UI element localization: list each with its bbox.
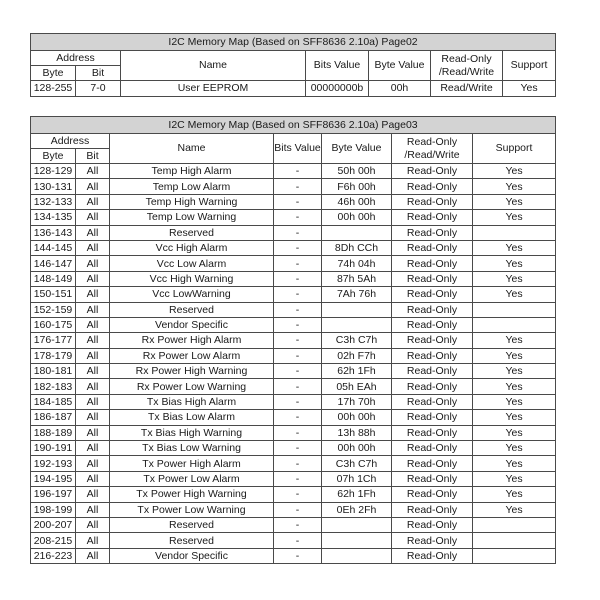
table-cell [322,533,392,548]
table-cell: All [76,548,110,563]
table-cell: All [76,287,110,302]
table-cell: Temp High Warning [110,194,274,209]
table-cell: Read-Only [392,517,473,532]
table-cell: 160-175 [31,317,76,332]
table-cell: Yes [473,364,556,379]
table-cell: Tx Power High Alarm [110,456,274,471]
table-cell: Temp High Alarm [110,164,274,179]
header-read-write-line1: Read-Only [406,136,458,149]
table-cell: 198-199 [31,502,76,517]
table-cell: Yes [473,348,556,363]
table-row [31,394,556,409]
table-cell: 182-183 [31,379,76,394]
table-cell: Tx Power Low Warning [110,502,274,517]
table-cell: Temp Low Warning [110,210,274,225]
table-cell: 136-143 [31,225,76,240]
table-cell: - [274,317,322,332]
table-cell [473,548,556,563]
table-cell: Read-Only [392,210,473,225]
table-cell: 05h EAh [322,379,392,394]
table-cell: 194-195 [31,471,76,486]
table-cell: Tx Bias Low Alarm [110,410,274,425]
table-cell: All [76,533,110,548]
table-row [31,164,556,179]
table-cell: - [274,533,322,548]
table-body [31,164,556,564]
table-cell: 00h [369,81,431,97]
table-cell: Yes [473,179,556,194]
table-row [31,333,556,348]
table-cell: Vcc High Alarm [110,240,274,255]
table-cell: 00h 00h [322,410,392,425]
table-row [31,364,556,379]
table-cell: - [274,410,322,425]
table-cell: 192-193 [31,456,76,471]
table-cell: C3h C7h [322,456,392,471]
table-cell: 7-0 [76,81,121,97]
table-cell: All [76,441,110,456]
table-cell: Yes [473,333,556,348]
header-byte: Byte [31,66,76,81]
table-cell: Vcc LowWarning [110,287,274,302]
table-cell: Read-Only [392,271,473,286]
table-cell: Read-Only [392,333,473,348]
table-cell: Read/Write [431,81,503,97]
table-cell: Read-Only [392,348,473,363]
table-cell: 186-187 [31,410,76,425]
table-cell: - [274,302,322,317]
table-cell: 128-129 [31,164,76,179]
table-row [31,517,556,532]
table-cell: Read-Only [392,164,473,179]
table-cell: All [76,379,110,394]
table-cell: - [274,425,322,440]
table-cell: Read-Only [392,410,473,425]
table-cell: 00h 00h [322,441,392,456]
table-cell: All [76,271,110,286]
table-cell: 128-255 [31,81,76,97]
table-cell [322,302,392,317]
table-row [31,317,556,332]
table-cell: All [76,364,110,379]
table-cell: Yes [473,271,556,286]
table-cell [322,225,392,240]
table-cell: Rx Power High Alarm [110,333,274,348]
table-cell [473,302,556,317]
table-row [31,348,556,363]
table-cell: All [76,425,110,440]
table-cell: - [274,394,322,409]
header-byte-value: Byte Value [322,134,392,164]
table-cell: Read-Only [392,471,473,486]
table-cell [473,317,556,332]
table-cell: Reserved [110,302,274,317]
table-cell: - [274,471,322,486]
table-cell: Read-Only [392,425,473,440]
table-cell: - [274,364,322,379]
table-cell: Read-Only [392,364,473,379]
table-cell: Yes [473,502,556,517]
table-cell [473,225,556,240]
table-cell: - [274,240,322,255]
table-cell: 46h 00h [322,194,392,209]
table-cell: 00h 00h [322,210,392,225]
table-cell: Read-Only [392,225,473,240]
table-cell: - [274,164,322,179]
table-cell: 134-135 [31,210,76,225]
table-cell: 62h 1Fh [322,487,392,502]
table-cell: Tx Bias High Alarm [110,394,274,409]
table-cell: 178-179 [31,348,76,363]
table-row [31,456,556,471]
table-cell: 7Ah 76h [322,287,392,302]
table-row [31,425,556,440]
table-cell: Read-Only [392,240,473,255]
table-cell: 13h 88h [322,425,392,440]
table-cell: 150-151 [31,287,76,302]
table-cell: 152-159 [31,302,76,317]
header-byte: Byte [31,149,76,164]
table-row [31,487,556,502]
table-cell: 216-223 [31,548,76,563]
header-bit: Bit [76,66,121,81]
header-bit: Bit [76,149,110,164]
table-cell: All [76,456,110,471]
header-support: Support [473,134,556,164]
table-cell: 208-215 [31,533,76,548]
table-cell: All [76,517,110,532]
table-cell: Yes [473,256,556,271]
table-cell: 00000000b [306,81,369,97]
header-support: Support [503,51,556,81]
table-cell: - [274,287,322,302]
table-cell: 190-191 [31,441,76,456]
table-cell: Read-Only [392,548,473,563]
table-cell: All [76,240,110,255]
table-cell: - [274,179,322,194]
table-cell: - [274,256,322,271]
table-cell: Tx Bias High Warning [110,425,274,440]
header-read-write-line2: /Read/Write [404,148,460,161]
table-cell: Read-Only [392,194,473,209]
header-address: Address [31,134,110,149]
table-cell: All [76,317,110,332]
table-title: I2C Memory Map (Based on SFF8636 2.10a) Page03 [31,117,556,134]
table-cell: - [274,225,322,240]
table-cell: Yes [473,410,556,425]
table-cell: Read-Only [392,287,473,302]
table-body [31,81,556,97]
header-read-write-line2: /Read/Write [438,65,495,78]
table-cell: Yes [473,471,556,486]
table-row [31,194,556,209]
table-cell [322,517,392,532]
table-cell: 188-189 [31,425,76,440]
table-cell: All [76,471,110,486]
table-cell: Read-Only [392,302,473,317]
table-cell: All [76,256,110,271]
table-row [31,533,556,548]
table-cell: Vcc Low Alarm [110,256,274,271]
table-cell: 176-177 [31,333,76,348]
table-row [31,179,556,194]
table-cell: Reserved [110,517,274,532]
table-cell: - [274,548,322,563]
table-row [31,302,556,317]
table-cell: Yes [473,456,556,471]
table-cell: All [76,487,110,502]
table-cell: 148-149 [31,271,76,286]
table-cell: All [76,394,110,409]
table-cell: Yes [473,240,556,255]
table-row [31,225,556,240]
table-row [31,81,556,97]
table-cell: 144-145 [31,240,76,255]
table-cell: - [274,194,322,209]
table-cell: 130-131 [31,179,76,194]
table-cell: Read-Only [392,379,473,394]
table-cell: 200-207 [31,517,76,532]
table-cell: 62h 1Fh [322,364,392,379]
header-bits-value: Bits Value [306,51,369,81]
table-row [31,471,556,486]
table-cell: Yes [473,394,556,409]
table-cell: All [76,348,110,363]
header-read-write [431,51,503,81]
table-cell: All [76,410,110,425]
table-cell: F6h 00h [322,179,392,194]
table-cell: All [76,225,110,240]
header-read-write-line1: Read-Only [441,53,492,66]
table-row [31,548,556,563]
table-cell: All [76,502,110,517]
table-cell: 0Eh 2Fh [322,502,392,517]
table-cell: C3h C7h [322,333,392,348]
table-cell: Yes [473,441,556,456]
table-cell: 196-197 [31,487,76,502]
table-cell: Read-Only [392,441,473,456]
i2c-memory-map-page03-table [30,116,556,564]
table-cell: Read-Only [392,394,473,409]
table-cell: Rx Power Low Warning [110,379,274,394]
table-cell: Read-Only [392,487,473,502]
table-cell: - [274,333,322,348]
table-cell: 50h 00h [322,164,392,179]
table-row [31,256,556,271]
table-row [31,240,556,255]
table-cell: - [274,271,322,286]
table-cell: Yes [473,210,556,225]
table-cell: All [76,302,110,317]
table-cell: All [76,194,110,209]
table-cell: - [274,210,322,225]
table-cell: Vendor Specific [110,317,274,332]
table-cell: Yes [473,487,556,502]
table-row [31,410,556,425]
header-byte-value: Byte Value [369,51,431,81]
table-cell: 74h 04h [322,256,392,271]
table-cell: Yes [473,287,556,302]
table-row [31,271,556,286]
table-row [31,441,556,456]
table-cell: Yes [503,81,556,97]
table-cell: - [274,348,322,363]
table-cell: User EEPROM [121,81,306,97]
table-row [31,502,556,517]
table-cell: All [76,210,110,225]
i2c-memory-map-page02-table [30,33,556,97]
table-cell: - [274,487,322,502]
table-cell: Tx Power Low Alarm [110,471,274,486]
table-cell: All [76,333,110,348]
table-cell: Temp Low Alarm [110,179,274,194]
table-cell: Yes [473,194,556,209]
table-cell: 02h F7h [322,348,392,363]
table-cell [322,548,392,563]
table-cell: 132-133 [31,194,76,209]
table-cell: Yes [473,379,556,394]
table-row [31,287,556,302]
header-name: Name [110,134,274,164]
table-cell: 07h 1Ch [322,471,392,486]
header-read-write [392,134,473,164]
table-cell: Read-Only [392,533,473,548]
table-row [31,379,556,394]
table-cell [473,533,556,548]
table-cell: Tx Bias Low Warning [110,441,274,456]
table-cell: Reserved [110,533,274,548]
table-cell: - [274,502,322,517]
table-cell: Reserved [110,225,274,240]
table-cell: All [76,164,110,179]
table-row [31,210,556,225]
table-cell: All [76,179,110,194]
table-cell: Read-Only [392,179,473,194]
table-title: I2C Memory Map (Based on SFF8636 2.10a) Page02 [31,34,556,51]
table-cell: 184-185 [31,394,76,409]
table-cell: Rx Power High Warning [110,364,274,379]
header-name: Name [121,51,306,81]
table-cell: Read-Only [392,317,473,332]
table-cell: Read-Only [392,456,473,471]
table-cell: Vendor Specific [110,548,274,563]
table-cell: Read-Only [392,256,473,271]
table-cell [473,517,556,532]
table-cell: Yes [473,164,556,179]
table-cell: Rx Power Low Alarm [110,348,274,363]
header-address: Address [31,51,121,66]
table-cell [322,317,392,332]
table-cell: 87h 5Ah [322,271,392,286]
table-cell: 146-147 [31,256,76,271]
header-bits-value: Bits Value [274,134,322,164]
table-cell: - [274,441,322,456]
table-cell: - [274,517,322,532]
table-cell: Read-Only [392,502,473,517]
table-cell: 17h 70h [322,394,392,409]
table-cell: - [274,456,322,471]
table-cell: - [274,379,322,394]
table-cell: 180-181 [31,364,76,379]
table-cell: Yes [473,425,556,440]
table-cell: Tx Power High Warning [110,487,274,502]
table-cell: Vcc High Warning [110,271,274,286]
table-cell: 8Dh CCh [322,240,392,255]
